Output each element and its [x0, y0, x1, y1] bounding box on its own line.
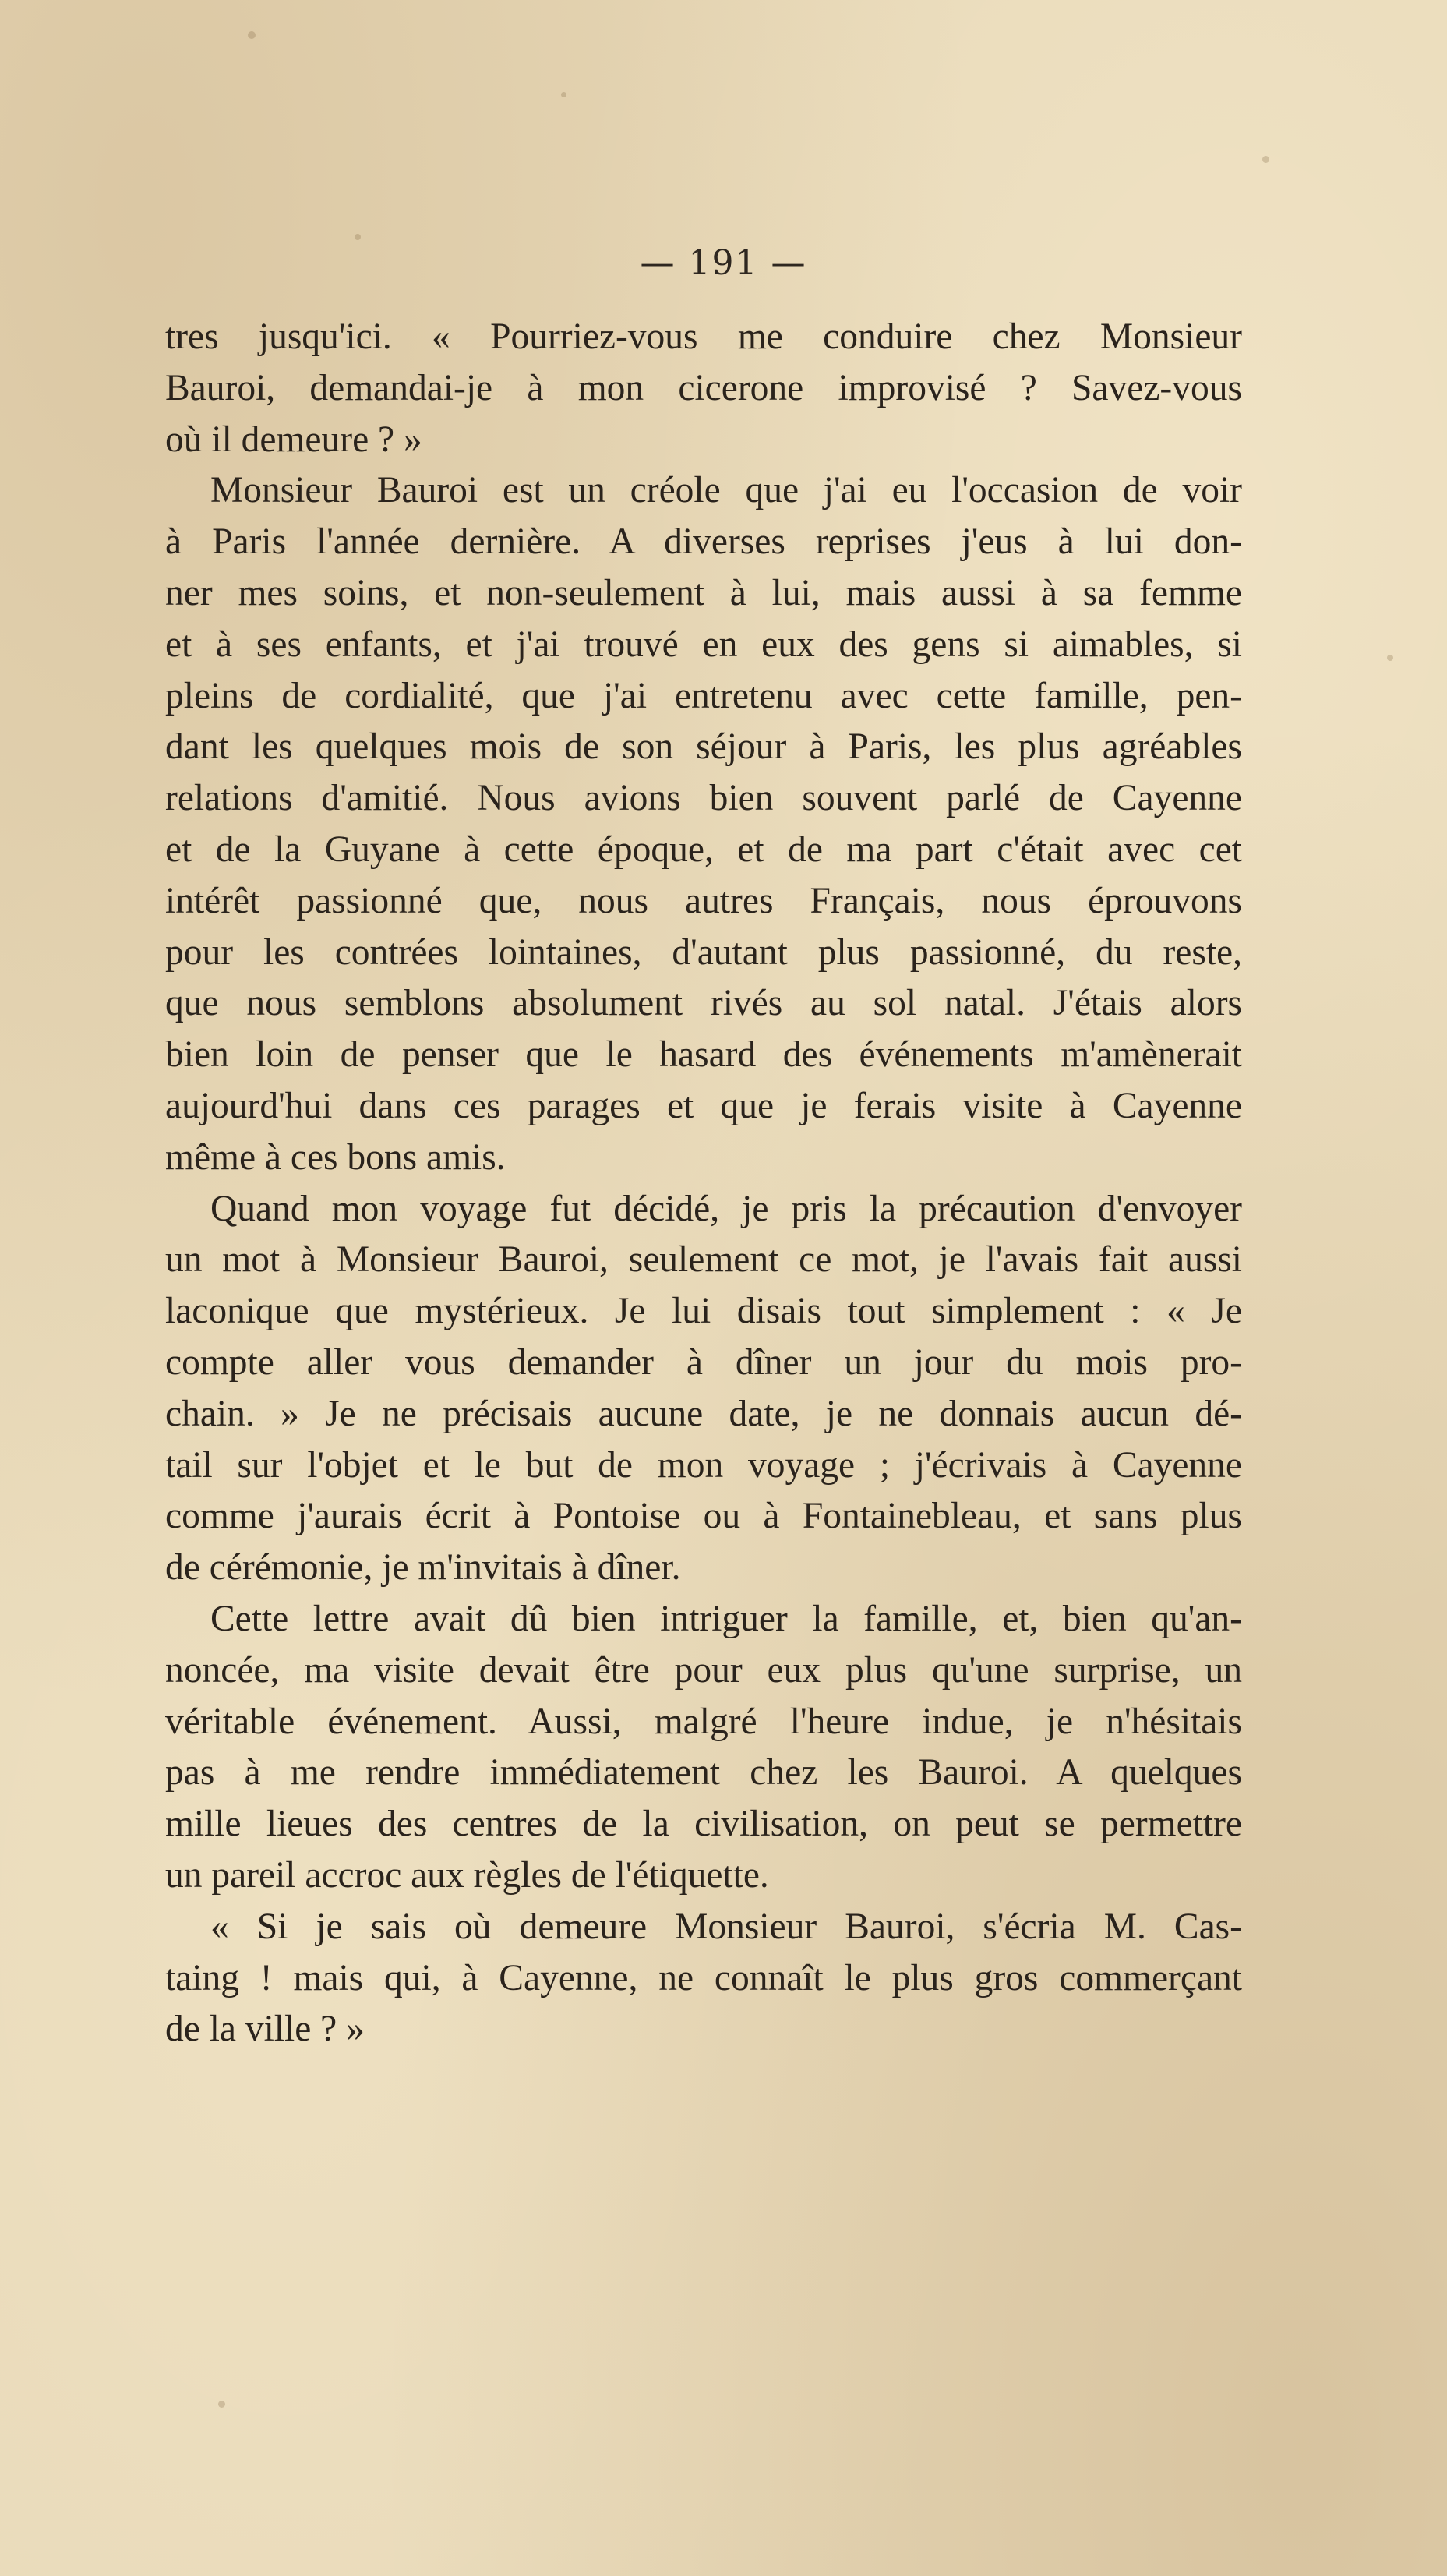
text-line: et de la Guyane à cette époque, et de ma part c'était avec cet [165, 829, 1242, 870]
text-line: ner mes soins, et non-seulement à lui, mais aussi à sa femme [165, 572, 1242, 613]
text-line: chain. » Je ne précisais aucune date, je ne donnais aucun dé- [165, 1393, 1242, 1434]
page-number: — 191 — [640, 243, 807, 283]
text-line: et à ses enfants, et j'ai trouvé en eux des gens si aimables, si [165, 624, 1242, 665]
text-line: mille lieues des centres de la civilisation, on peut se permettre [165, 1804, 1242, 1845]
text-line: laconique que mystérieux. Je lui disais tout simplement : « Je [165, 1291, 1242, 1332]
paper-spot [1262, 156, 1269, 163]
text-line: compte aller vous demander à dîner un jour du mois pro- [165, 1341, 1242, 1383]
text-line: noncée, ma visite devait être pour eux plus qu'une surprise, un [165, 1649, 1242, 1691]
text-line: à Paris l'année dernière. A diverses reprises j'eus à lui don- [165, 521, 1242, 563]
paper-spot [218, 2401, 225, 2408]
text-line: de cérémonie, je m'invitais à dîner. [165, 1547, 681, 1588]
text-line: pour les contrées lointaines, d'autant plus passionné, du reste, [165, 931, 1242, 973]
text-line: tres jusqu'ici. « Pourriez-vous me conduire chez Monsieur [165, 316, 1242, 357]
text-line: Bauroi, demandai-je à mon cicerone improvisé ? Savez-vous [165, 367, 1242, 408]
text-line: même à ces bons amis. [165, 1136, 506, 1178]
text-line: un mot à Monsieur Bauroi, seulement ce mot, je l'avais fait aussi [165, 1239, 1242, 1281]
text-line: relations d'amitié. Nous avions bien souvent parlé de Cayenne [165, 778, 1242, 819]
text-line: tail sur l'objet et le but de mon voyage ; j'écrivais à Cayenne [165, 1444, 1242, 1486]
text-line: où il demeure ? » [165, 419, 422, 460]
text-line: pleins de cordialité, que j'ai entretenu avec cette famille, pen- [165, 675, 1242, 716]
text-line: Cette lettre avait dû bien intriguer la famille, et, bien qu'an- [210, 1598, 1242, 1639]
text-line: véritable événement. Aussi, malgré l'heure indue, je n'hésitais [165, 1701, 1242, 1742]
paper-spot [561, 92, 566, 97]
text-line: comme j'aurais écrit à Pontoise ou à Fontainebleau, et sans plus [165, 1496, 1242, 1537]
paper-spot [355, 234, 361, 240]
body-text [165, 312, 1242, 2055]
text-line: Monsieur Bauroi est un créole que j'ai eu l'occasion de voir [210, 470, 1242, 511]
text-line: que nous semblons absolument rivés au sol natal. J'étais alors [165, 983, 1242, 1024]
text-line: dant les quelques mois de son séjour à Paris, les plus agréables [165, 726, 1242, 768]
text-line: un pareil accroc aux règles de l'étiquette. [165, 1854, 769, 1896]
text-line: pas à me rendre immédiatement chez les Bauroi. A quelques [165, 1752, 1242, 1793]
text-line: de la ville ? » [165, 2009, 365, 2050]
paper-spot [248, 31, 256, 39]
text-line: intérêt passionné que, nous autres Français, nous éprouvons [165, 880, 1242, 921]
text-line: taing ! mais qui, à Cayenne, ne connaît le plus gros commerçant [165, 1957, 1242, 1998]
text-line: bien loin de penser que le hasard des événements m'amènerait [165, 1034, 1242, 1076]
text-line: Quand mon voyage fut décidé, je pris la précaution d'envoyer [210, 1188, 1242, 1229]
paper-spot [1387, 655, 1393, 661]
text-line: « Si je sais où demeure Monsieur Bauroi, s'écria M. Cas- [210, 1906, 1242, 1947]
text-line: aujourd'hui dans ces parages et que je ferais visite à Cayenne [165, 1085, 1242, 1126]
